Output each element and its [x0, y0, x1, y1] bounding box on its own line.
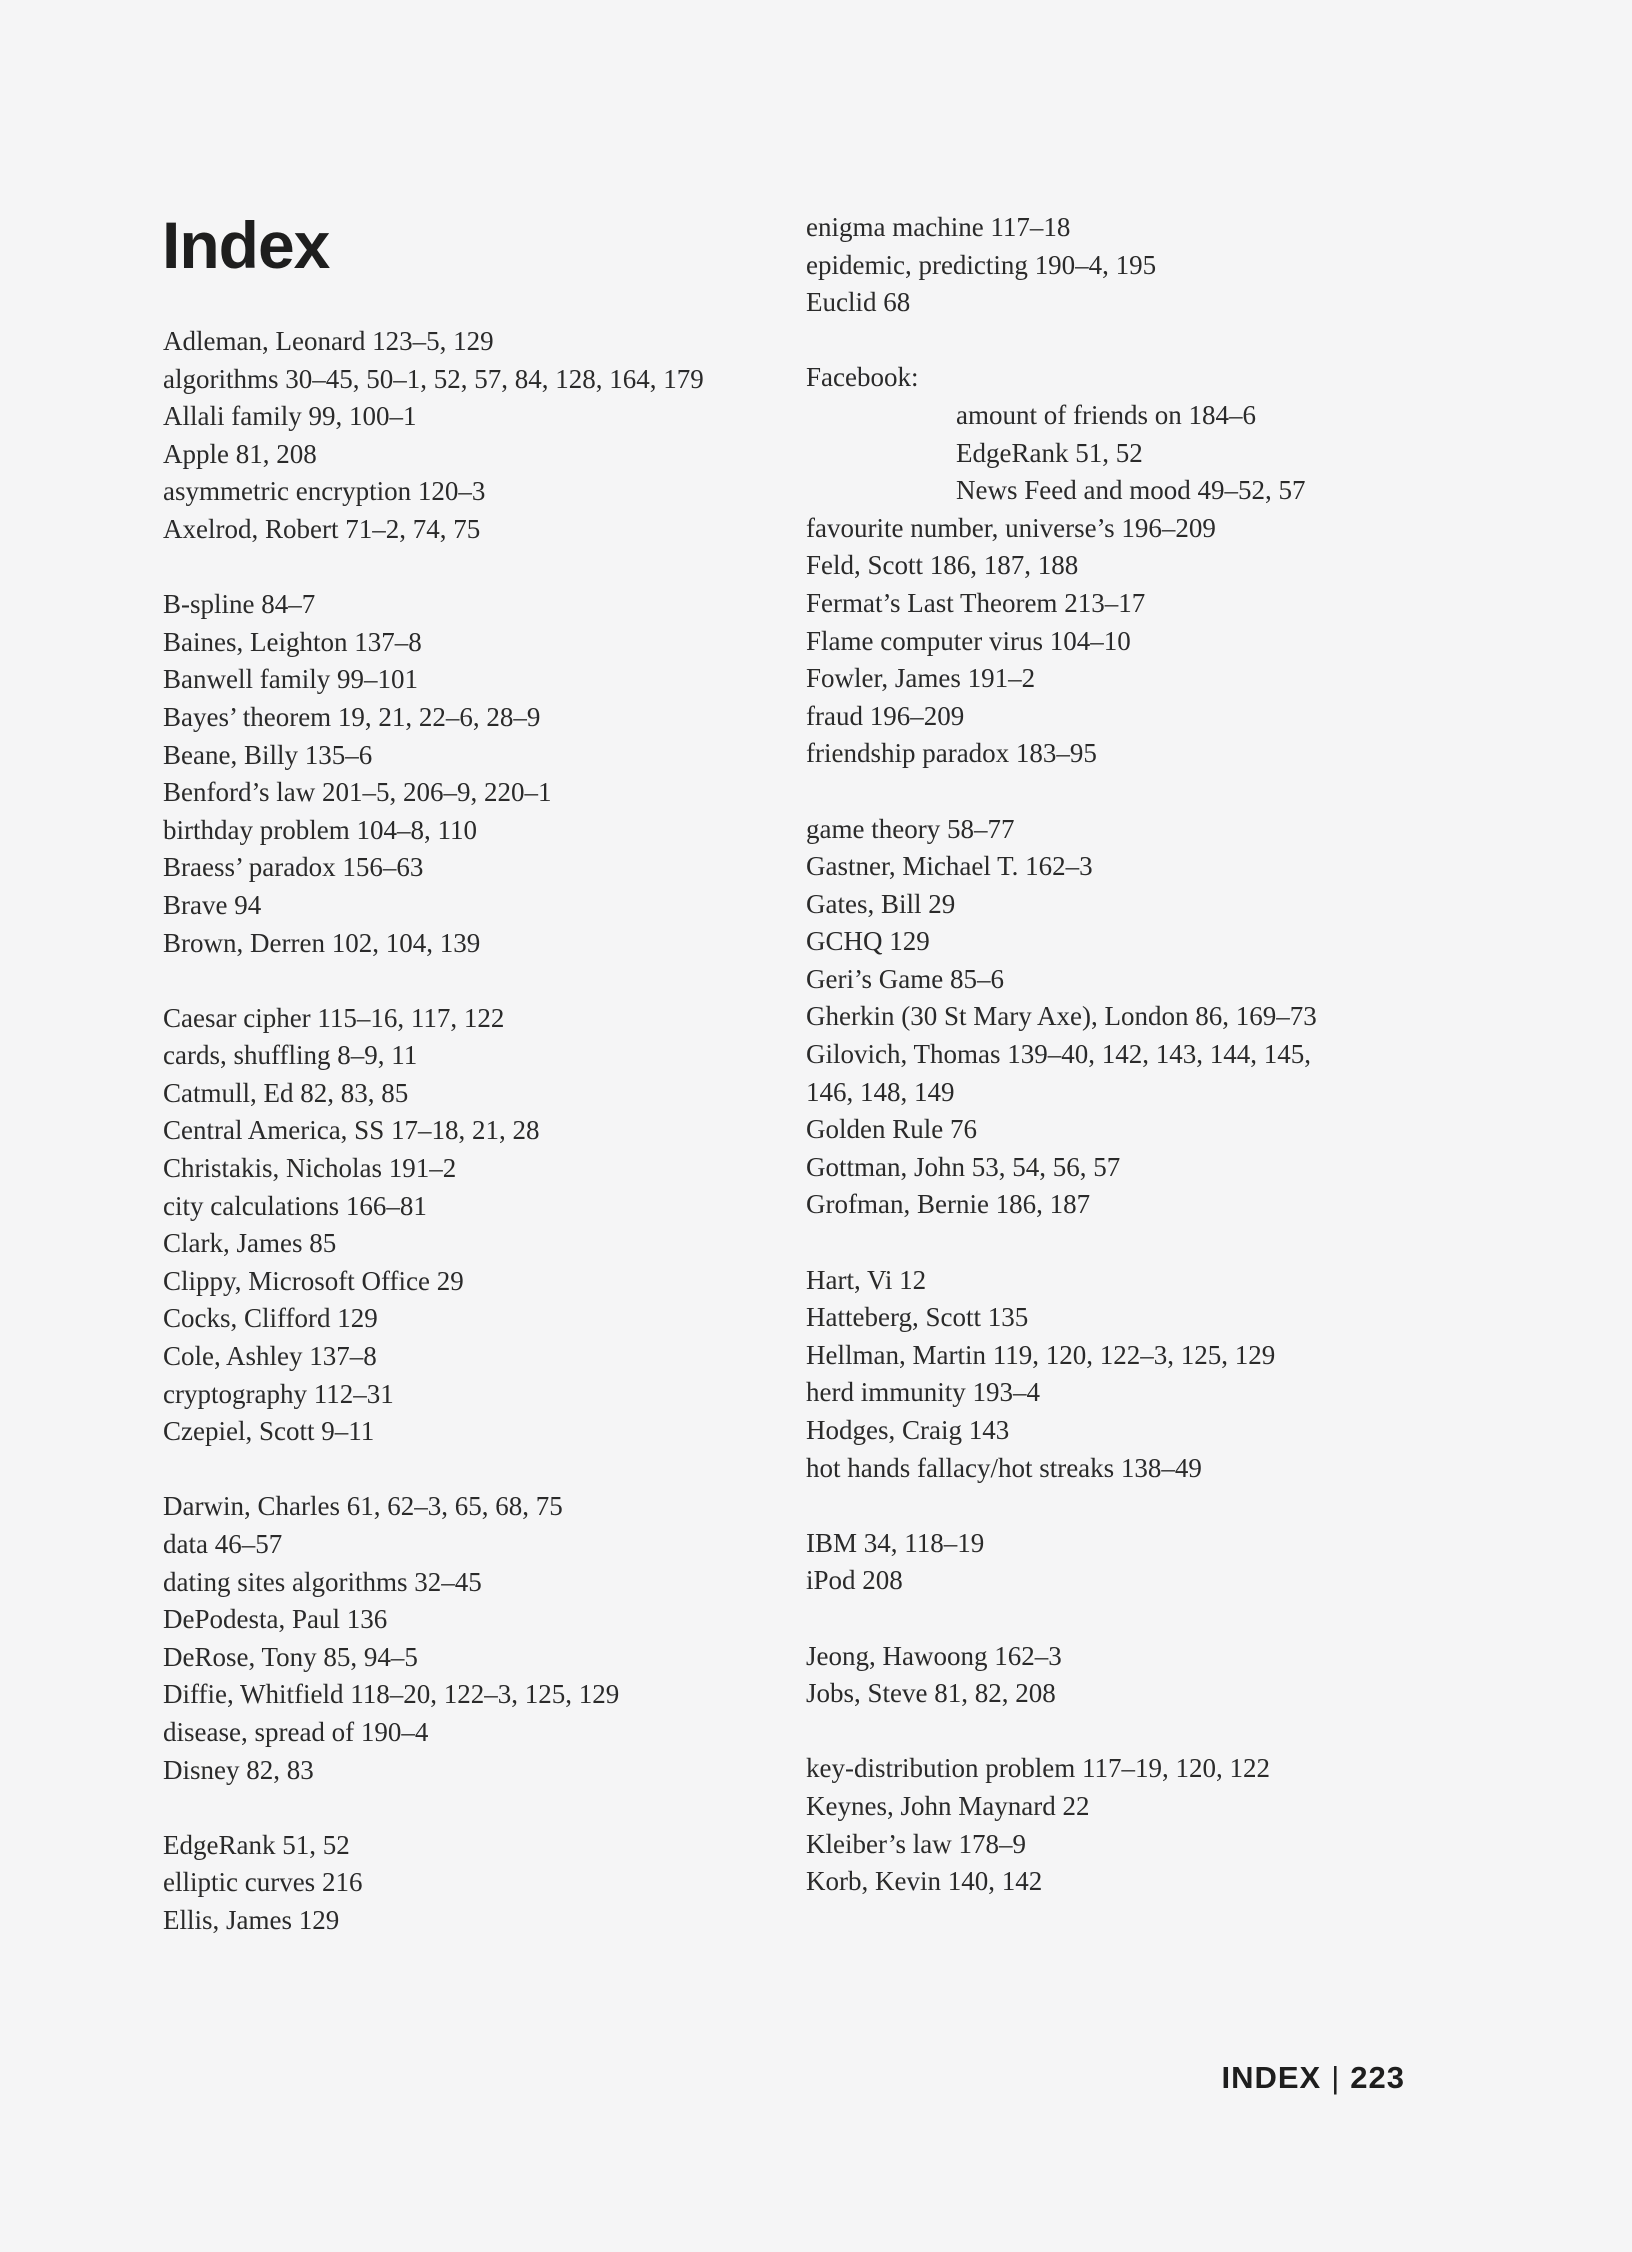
index-entry: game theory 58–77	[806, 813, 1015, 844]
index-entry: Geri’s Game 85–6	[806, 963, 1004, 994]
index-entry: Fermat’s Last Theorem 213–17	[806, 587, 1146, 618]
page-footer	[1221, 2060, 1405, 2096]
footer-section: INDEX	[1221, 2060, 1322, 2095]
index-entry: data 46–57	[163, 1529, 283, 1559]
index-entry: Korb, Kevin 140, 142	[806, 1866, 1043, 1897]
index-entry: Central America, SS 17–18, 21, 28	[163, 1115, 540, 1146]
index-entry: Golden Rule 76	[806, 1114, 977, 1145]
index-entry: Jeong, Hawoong 162–3	[806, 1640, 1062, 1671]
index-entry: disease, spread of 190–4	[163, 1716, 429, 1747]
index-entry: Hart, Vi 12	[806, 1264, 927, 1295]
index-entry: Cocks, Clifford 129	[163, 1303, 378, 1334]
index-entry: Bayes’ theorem 19, 21, 22–6, 28–9	[163, 701, 541, 732]
index-entry: Cole, Ashley 137–8	[163, 1341, 377, 1372]
index-entry: cards, shuffling 8–9, 11	[163, 1040, 418, 1071]
index-entry: Diffie, Whitfield 118–20, 122–3, 125, 129	[163, 1679, 620, 1710]
index-entry: dating sites algorithms 32–45	[163, 1566, 482, 1597]
index-entry: Brave 94	[163, 889, 262, 920]
index-column-right	[806, 209, 1566, 1901]
index-entry: Banwell family 99–101	[163, 664, 418, 695]
footer-separator: |	[1331, 2060, 1341, 2095]
index-entry: Czepiel, Scott 9–11	[163, 1416, 375, 1447]
index-entry: cryptography 112–31	[163, 1378, 394, 1409]
index-subentry: News Feed and mood 49–52, 57	[956, 475, 1306, 506]
index-entry: Grofman, Bernie 186, 187	[806, 1189, 1091, 1220]
index-entry: hot hands fallacy/hot streaks 138–49	[806, 1452, 1202, 1483]
index-entry: friendship paradox 183–95	[806, 738, 1097, 769]
section-gap	[806, 1713, 1566, 1751]
index-entry: Gastner, Michael T. 162–3	[806, 851, 1093, 882]
index-entry: DePodesta, Paul 136	[163, 1604, 388, 1635]
index-entry: Jobs, Steve 81, 82, 208	[806, 1678, 1056, 1709]
index-subentry: EdgeRank 51, 52	[956, 437, 1143, 468]
index-entry: Clark, James 85	[163, 1228, 337, 1259]
index-entry: Brown, Derren 102, 104, 139	[163, 927, 481, 958]
index-entry: Ellis, James 129	[163, 1904, 340, 1935]
section-gap	[806, 773, 1566, 811]
index-entry: Beane, Billy 135–6	[163, 739, 373, 770]
index-entry: Euclid 68	[806, 287, 911, 318]
section-gap	[806, 1487, 1566, 1525]
index-entry: Benford’s law 201–5, 206–9, 220–1	[163, 777, 552, 808]
index-entry: Fowler, James 191–2	[806, 663, 1036, 694]
index-entry: IBM 34, 118–19	[806, 1527, 985, 1558]
section-gap	[806, 1224, 1566, 1262]
index-entry: Gottman, John 53, 54, 56, 57	[806, 1151, 1121, 1182]
index-entry: Hatteberg, Scott 135	[806, 1302, 1029, 1333]
index-entry: Allali family 99, 100–1	[163, 401, 417, 432]
index-entry: epidemic, predicting 190–4, 195	[806, 249, 1157, 280]
index-entry: DeRose, Tony 85, 94–5	[163, 1641, 418, 1672]
index-entry: Caesar cipher 115–16, 117, 122	[163, 1002, 505, 1033]
index-entry: fraud 196–209	[806, 700, 965, 731]
index-entry: city calculations 166–81	[163, 1190, 427, 1221]
index-entry: herd immunity 193–4	[806, 1377, 1040, 1408]
index-entry: algorithms 30–45, 50–1, 52, 57, 84, 128, 164, 179	[163, 363, 704, 394]
page-title: Index	[162, 208, 330, 282]
index-entry: 146, 148, 149	[806, 1076, 955, 1107]
index-entry: Apple 81, 208	[163, 438, 317, 469]
index-entry: Clippy, Microsoft Office 29	[163, 1265, 464, 1296]
index-entry: key-distribution problem 117–19, 120, 122	[806, 1753, 1270, 1784]
index-entry: Baines, Leighton 137–8	[163, 626, 422, 657]
index-entry: Kleiber’s law 178–9	[806, 1828, 1026, 1859]
index-entry: Flame computer virus 104–10	[806, 625, 1131, 656]
index-entry: birthday problem 104–8, 110	[163, 814, 477, 845]
page-number: 223	[1350, 2060, 1405, 2095]
index-entry: Adleman, Leonard 123–5, 129	[163, 326, 494, 356]
section-gap	[806, 1600, 1566, 1638]
index-entry: Hodges, Craig 143	[806, 1415, 1010, 1445]
index-entry: iPod 208	[806, 1565, 903, 1596]
index-entry: Disney 82, 83	[163, 1754, 314, 1785]
index-entry: GCHQ 129	[806, 926, 930, 957]
section-gap	[806, 322, 1566, 360]
index-entry: elliptic curves 216	[163, 1867, 363, 1898]
index-entry: Feld, Scott 186, 187, 188	[806, 550, 1079, 581]
index-entry: Keynes, John Maynard 22	[806, 1790, 1090, 1821]
index-entry: Braess’ paradox 156–63	[163, 852, 424, 883]
index-entry: favourite number, universe’s 196–209	[806, 512, 1216, 543]
index-entry: Darwin, Charles 61, 62–3, 65, 68, 75	[163, 1491, 563, 1522]
index-entry: Gilovich, Thomas 139–40, 142, 143, 144, 145,	[806, 1039, 1311, 1070]
index-entry: EdgeRank 51, 52	[163, 1829, 350, 1860]
index-entry: asymmetric encryption 120–3	[163, 476, 486, 507]
index-entry: Catmull, Ed 82, 83, 85	[163, 1077, 409, 1108]
index-entry: Gates, Bill 29	[806, 888, 956, 919]
index-entry: Axelrod, Robert 71–2, 74, 75	[163, 513, 481, 544]
index-subentry: amount of friends on 184–6	[956, 399, 1256, 430]
index-entry: Facebook:	[806, 362, 919, 393]
index-entry: enigma machine 117–18	[806, 212, 1071, 242]
index-entry: B-spline 84–7	[163, 589, 316, 620]
index-entry: Christakis, Nicholas 191–2	[163, 1153, 457, 1184]
index-entry: Hellman, Martin 119, 120, 122–3, 125, 129	[806, 1339, 1276, 1370]
index-entry: Gherkin (30 St Mary Axe), London 86, 169–73	[806, 1001, 1317, 1032]
